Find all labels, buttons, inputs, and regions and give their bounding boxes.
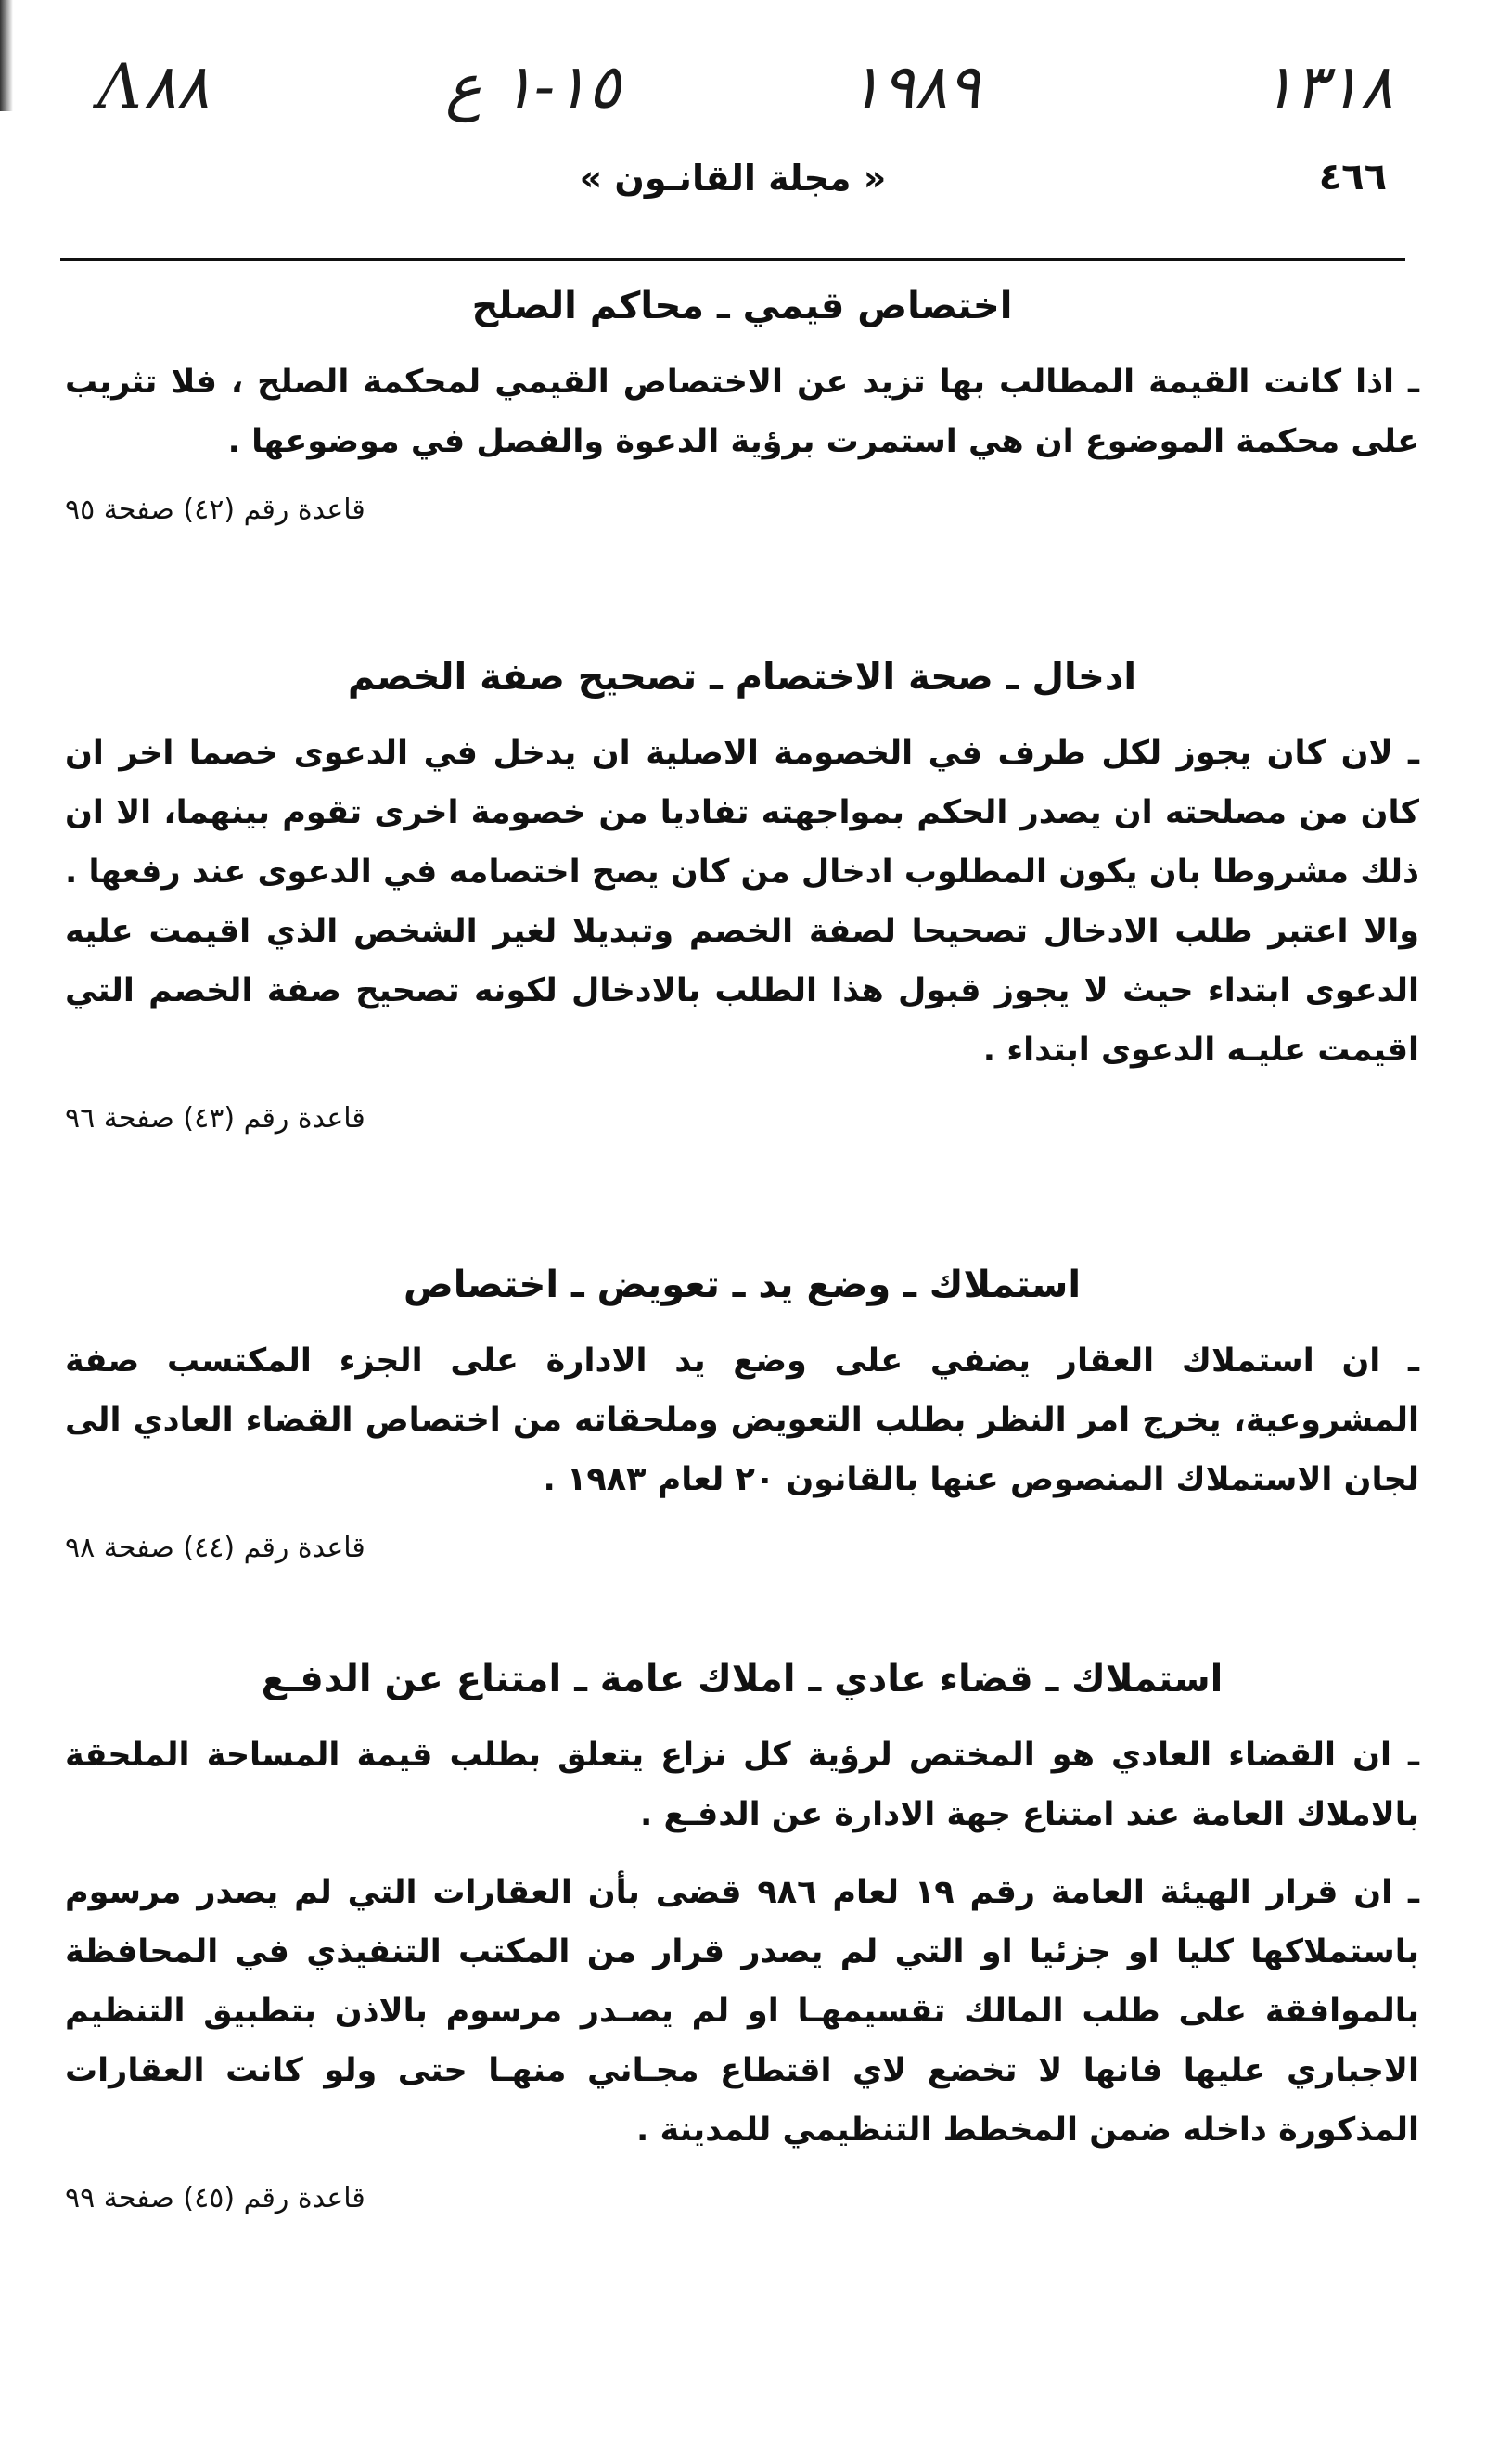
section-heading: اختصاص قيمي ـ محاكم الصلح bbox=[471, 285, 1013, 327]
section-joinder bbox=[65, 649, 1419, 1137]
section-paragraph: ـ ان القضاء العادي هو المختص لرؤية كل نزاع يتعلق بطلب قيمة المساحة الملحقة بالاملاك العامة عند امتناع جهة الادارة عن الدفـع . bbox=[65, 1737, 1419, 1833]
rule-reference-text: قاعدة رقم (٤٢) صفحة ٩٥ bbox=[65, 494, 365, 526]
page-number: ٤٦٦ bbox=[1318, 156, 1387, 199]
handwritten-note-1: Λ٨٨ bbox=[97, 51, 210, 122]
journal-title: « مجلة القانـون » bbox=[579, 158, 887, 199]
section-paragraph: ـ ان قرار الهيئة العامة رقم ١٩ لعام ٩٨٦ قضى بأن العقارات التي لم يصدر مرسوم باستملاكها كليا او جزئيا او التي لم يصدر قرار من المكتب التنفيذي في المحافظة بالموافقة على طلب المالك تقسيمهـا او لم يصـدر مرسوم بالاذن بتطبيق التنظيم الاجباري عليها فانها لا تخضع لاي اقتطاع مجـاني منهـا حتى ولو كانت العقارات المذكورة داخله ضمن المخطط التنظيمي للمدينة . bbox=[65, 1874, 1419, 2149]
section-paragraph: ـ لان كان يجوز لكل طرف في الخصومة الاصلية ان يدخل في الدعوى خصما اخر ان كان من مصلحته ان يصدر الحكم بمواجهته تفاديا من خصومة اخرى تقوم بينهما، الا ان ذلك مشروطا بان يكون المطلوب ادخال من كان يصح اختصامه في الدعوى عند رفعها . والا اعتبر طلب الادخال تصحيحا لصفة الخصم وتبديلا لغير الشخص الذي اقيمت عليه الدعوى ابتداء حيث لا يجوز قبول هذا الطلب بالادخال لكونه تصحيح صفة الخصم التي اقيمت عليـه الدعوى ابتداء . bbox=[65, 735, 1419, 1069]
header-divider bbox=[60, 258, 1405, 261]
section-competence-value bbox=[65, 278, 1419, 529]
scan-edge bbox=[0, 0, 13, 111]
section-expropriation-public-property bbox=[65, 1651, 1419, 2217]
handwritten-note-4: ١٣١٨ bbox=[1262, 51, 1393, 122]
section-expropriation-compensation bbox=[65, 1257, 1419, 1567]
rule-reference bbox=[65, 492, 1419, 529]
section-heading: ادخال ـ صحة الاختصام ـ تصحيح صفة الخصم bbox=[347, 656, 1137, 699]
rule-reference-text: قاعدة رقم (٤٥) صفحة ٩٩ bbox=[65, 2182, 365, 2214]
running-header bbox=[65, 148, 1401, 213]
section-paragraph: ـ ان استملاك العقار يضفي على وضع يد الادارة على الجزء المكتسب صفة المشروعية، يخرج امر النظر بطلب التعويض وملحقاته من اختصاص القضاء العادي الى لجان الاستملاك المنصوص عنها بالقانون ٢٠ لعام ١٩٨٣ . bbox=[65, 1342, 1419, 1498]
rule-reference bbox=[65, 2180, 1419, 2217]
section-paragraph: ـ اذا كانت القيمة المطالب بها تزيد عن الاختصاص القيمي لمحكمة الصلح ، فلا تثريب على محكمة الموضوع ان هي استمرت برؤية الدعوة والفصل في موضوعها . bbox=[65, 364, 1419, 460]
handwritten-note-2: ١٥-١ ع bbox=[445, 51, 621, 122]
handwritten-note-3: ١٩٨٩ bbox=[849, 51, 980, 122]
rule-reference bbox=[65, 1100, 1419, 1137]
rule-reference bbox=[65, 1530, 1419, 1567]
rule-reference-text: قاعدة رقم (٤٣) صفحة ٩٦ bbox=[65, 1102, 365, 1135]
section-heading: استملاك ـ وضع يد ـ تعويض ـ اختصاص bbox=[403, 1264, 1082, 1306]
section-heading: استملاك ـ قضاء عادي ـ املاك عامة ـ امتناع عن الدفـع bbox=[261, 1658, 1224, 1700]
rule-reference-text: قاعدة رقم (٤٤) صفحة ٩٨ bbox=[65, 1532, 365, 1564]
